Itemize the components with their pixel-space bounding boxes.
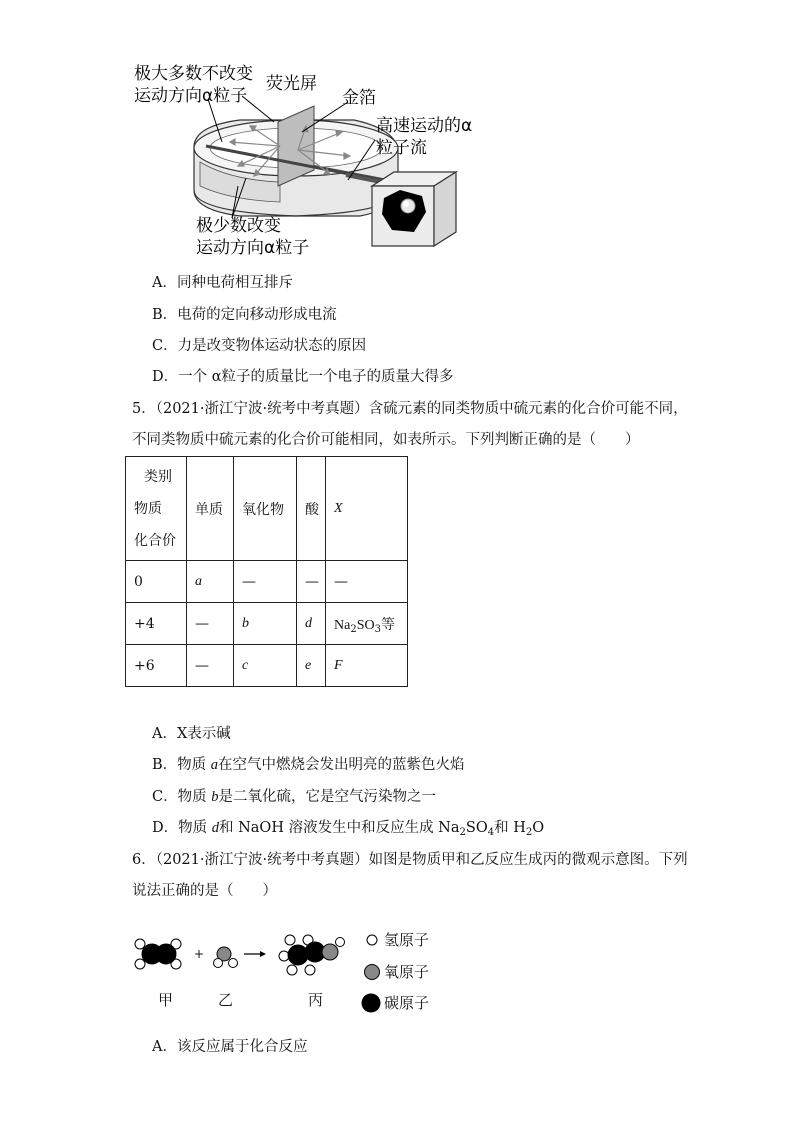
table-row	[126, 603, 408, 645]
q5-option-d-end: O	[532, 820, 545, 836]
label-minority-line1: 极少数改变	[196, 216, 281, 236]
q4-option-c: C．力是改变物体运动状态的原因	[152, 338, 367, 354]
q5-option-c-prefix: C．物质	[152, 789, 212, 805]
q6-stem-line1: 6．（2021·浙江宁波·统考中考真题）如图是物质甲和乙反应生成丙的微观示意图。下列	[132, 852, 688, 868]
row-oxide: —	[234, 561, 297, 603]
table-row	[126, 645, 408, 687]
legend-oxygen-label: 氧原子	[384, 962, 430, 981]
q5-option-d	[152, 821, 544, 836]
q5-option-d-sub2: 4	[487, 827, 495, 838]
row-oxide: b	[234, 603, 297, 645]
row-elemental: —	[187, 645, 234, 687]
table-header-corner	[126, 457, 187, 561]
label-bing: 丙	[308, 991, 324, 1009]
sulfur-valence-table	[125, 456, 408, 687]
molecule-jia	[135, 939, 181, 969]
row-valence: +6	[126, 645, 187, 687]
q4-option-b: B．电荷的定向移动形成电流	[152, 307, 337, 323]
legend-oxygen	[362, 962, 429, 982]
hydrogen-atom-icon	[364, 932, 380, 948]
row-elemental: —	[187, 603, 234, 645]
x-formula-sub1: 2	[350, 623, 357, 635]
header-valence: 化合价	[134, 532, 176, 549]
q5-option-d-mid: 和 NaOH 溶液发生中和反应生成 Na	[218, 820, 460, 836]
row-x	[326, 603, 408, 645]
row-x: —	[326, 561, 408, 603]
q5-stem-line1: 5．（2021·浙江宁波·统考中考真题）含硫元素的同类物质中硫元素的化合价可能不同，	[132, 401, 688, 417]
legend-hydrogen-label: 氢原子	[384, 930, 430, 949]
q5-option-b	[152, 758, 465, 773]
row-valence: 0	[126, 561, 187, 603]
label-majority-line1: 极大多数不改变	[134, 64, 253, 84]
q5-option-d-post: 和 H	[494, 820, 526, 836]
q5-option-a: A．X表示碱	[152, 726, 231, 742]
q5-option-b-prefix: B．物质	[152, 757, 211, 773]
molecule-bing	[279, 935, 345, 975]
q5-option-b-var: a	[210, 757, 219, 773]
q5-option-c-var: b	[211, 789, 219, 805]
x-formula-so: SO	[356, 617, 375, 633]
q5-option-d-sub1: 2	[459, 827, 466, 838]
row-elemental: a	[187, 561, 234, 603]
row-acid: d	[297, 603, 326, 645]
x-formula-na: Na	[334, 617, 351, 633]
carbon-atom-icon	[360, 992, 382, 1014]
legend-carbon-label: 碳原子	[384, 993, 430, 1012]
table-row	[126, 561, 408, 603]
q5-option-d-prefix: D．物质	[152, 820, 212, 836]
q5-option-d-mid2: SO	[465, 820, 488, 836]
q5-option-d-sub3: 2	[525, 827, 533, 838]
label-beam-line1: 高速运动的α	[376, 116, 473, 136]
col-header-x: X	[326, 457, 408, 561]
header-category: 类别	[144, 468, 172, 485]
molecule-yi	[214, 947, 238, 968]
label-majority-line2: 运动方向α粒子	[134, 86, 248, 106]
header-substance: 物质	[134, 500, 162, 517]
label-foil: 金箔	[342, 88, 376, 108]
row-oxide: c	[234, 645, 297, 687]
label-yi: 乙	[218, 991, 234, 1009]
legend-hydrogen	[364, 932, 429, 948]
label-minority-line2: 运动方向α粒子	[196, 238, 310, 258]
q6-option-a: A．该反应属于化合反应	[152, 1039, 308, 1055]
reaction-diagram	[130, 928, 370, 978]
q5-option-c-text: 是二氧化硫，它是空气污染物之一	[218, 789, 436, 805]
row-valence: +4	[126, 603, 187, 645]
q5-stem-line2: 不同类物质中硫元素的化合价可能相同，如表所示。下列判断正确的是（ ）	[132, 432, 640, 448]
row-x: F	[326, 645, 408, 687]
col-header-oxide: 氧化物	[234, 457, 297, 561]
col-header-acid: 酸	[297, 457, 326, 561]
q5-option-b-text: 在空气中燃烧会发出明亮的蓝紫色火焰	[218, 757, 465, 773]
q5-option-c	[152, 790, 436, 805]
row-acid: e	[297, 645, 326, 687]
oxygen-atom-icon	[362, 962, 382, 982]
reaction-molecules	[130, 928, 370, 978]
label-jia: 甲	[158, 991, 174, 1009]
plus-sign: +	[194, 947, 205, 961]
q4-option-a: A．同种电荷相互排斥	[152, 275, 293, 291]
x-formula-suffix: 等	[380, 616, 395, 633]
q5-option-d-var: d	[211, 820, 219, 836]
col-header-elemental: 单质	[187, 457, 234, 561]
x-formula-sub2: 3	[374, 623, 381, 635]
rutherford-figure	[130, 62, 473, 262]
q4-option-d: D．一个 α粒子的质量比一个电子的质量大得多	[152, 369, 454, 385]
row-acid: —	[297, 561, 326, 603]
legend-carbon	[360, 992, 429, 1014]
label-screen: 荧光屏	[266, 74, 317, 94]
label-beam-line2: 粒子流	[376, 138, 427, 158]
q6-stem-line2: 说法正确的是（ ）	[132, 883, 277, 899]
